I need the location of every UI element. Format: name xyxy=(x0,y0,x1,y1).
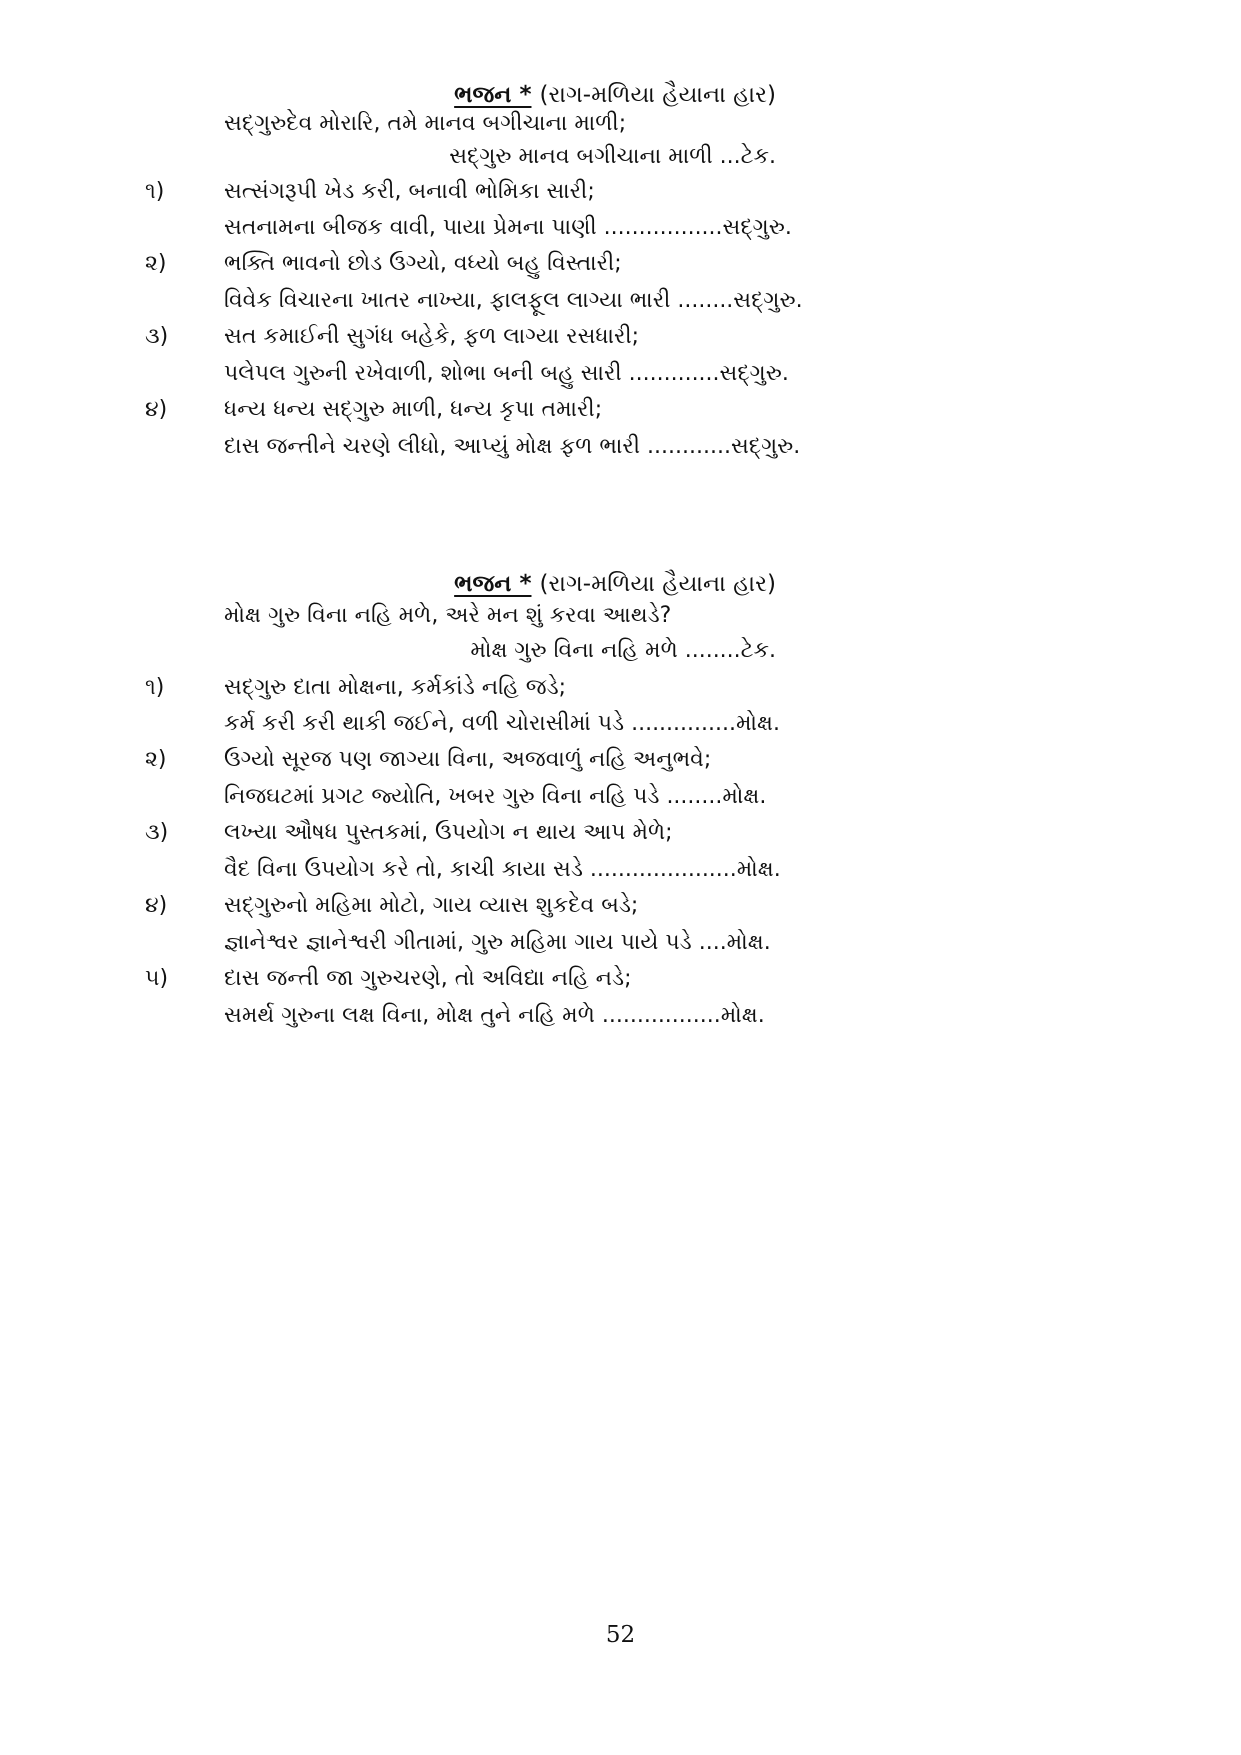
verse-line: ભક્તિ ભાવનો છોડ ઉગ્યો, વધ્યો બહુ વિસ્તારી; xyxy=(224,251,622,276)
bhajan-title: ભજન * xyxy=(454,82,532,108)
bhajan-raga: (રાગ-મળિયા હૈયાના હાર) xyxy=(539,82,776,108)
bhajan-heading xyxy=(454,78,776,112)
verse-number: ૩) xyxy=(145,324,169,349)
verse-number: ૪) xyxy=(145,397,168,422)
opening-line: મોક્ષ ગુરુ વિના નહિ મળે, અરે મન શું કરવા આથડે? xyxy=(224,603,672,628)
verse-line: ઉગ્યો સૂરજ પણ જાગ્યા વિના, અજવાળું નહિ અનુભવે; xyxy=(224,747,712,772)
verse-line: લખ્યા ઔષધ પુસ્તકમાં, ઉપયોગ ન થાય આપ મેળે; xyxy=(224,820,673,845)
verse-line: સત કમાઈની સુગંધ બહેકે, ફળ લાગ્યા રસધારી; xyxy=(224,324,640,349)
verse-line: સતનામના બીજક વાવી, પાયા પ્રેમના પાણી .................સદ્‌ગુરુ. xyxy=(224,215,792,240)
verse-line: ધન્ય ધન્ય સદ્‌ગુરુ માળી, ધન્ય કૃપા તમારી; xyxy=(224,397,603,422)
verse-number: ૫) xyxy=(145,966,169,991)
verse-line: સમર્થ ગુરુના લક્ષ વિના, મોક્ષ તુને નહિ મળે .................મોક્ષ. xyxy=(224,1003,765,1028)
verse-line: વૈદ વિના ઉપયોગ કરે તો, કાચી કાયા સડે .....................મોક્ષ. xyxy=(224,857,781,882)
bhajan-title: ભજન * xyxy=(454,571,532,597)
verse-line: જ્ઞાનેશ્વર જ્ઞાનેશ્વરી ગીતામાં, ગુરુ મહિમા ગાય પાયે પડે ....મોક્ષ. xyxy=(224,930,771,955)
verse-line: સદ્‌ગુરુનો મહિમા મોટો, ગાય વ્યાસ શુકદેવ બડે; xyxy=(224,893,639,918)
verse-line: વિવેક વિચારના ખાતર નાખ્યા, ફાલફૂલ લાગ્યા ભારી ........સદ્‌ગુરુ. xyxy=(224,288,803,313)
verse-line: પલેપલ ગુરુની રખેવાળી, શોભા બની બહુ સારી .............સદ્‌ગુરુ. xyxy=(224,361,789,386)
verse-line: સદ્‌ગુરુ દાતા મોક્ષના, કર્મકાંડે નહિ જડે; xyxy=(224,675,567,700)
verse-number: ૩) xyxy=(145,820,169,845)
page-number: 52 xyxy=(605,1622,636,1648)
refrain-line: મોક્ષ ગુરુ વિના નહિ મળે ........ટેક. xyxy=(470,638,776,663)
verse-line: નિજઘટમાં પ્રગટ જ્યોતિ, ખબર ગુરુ વિના નહિ પડે ........મોક્ષ. xyxy=(224,784,767,809)
verse-line: સત્સંગરૂપી ખેડ કરી, બનાવી ભોમિકા સારી; xyxy=(224,179,595,204)
verse-line: દાસ જન્તીને ચરણે લીધો, આપ્યું મોક્ષ ફળ ભારી ............સદ્‌ગુરુ. xyxy=(224,434,801,459)
opening-line: સદ્‌ગુરુદેવ મોરારિ, તમે માનવ બગીચાના માળી; xyxy=(224,111,627,136)
verse-line: કર્મ કરી કરી થાકી જઈને, વળી ચોરાસીમાં પડે ...............મોક્ષ. xyxy=(224,711,780,736)
verse-number: ૧) xyxy=(145,675,165,700)
bhajan-heading xyxy=(454,567,776,601)
verse-number: ૨) xyxy=(145,251,167,276)
verse-line: દાસ જન્તી જા ગુરુચરણે, તો અવિદ્યા નહિ નડે; xyxy=(224,966,632,991)
verse-number: ૧) xyxy=(145,179,165,204)
bhajan-raga: (રાગ-મળિયા હૈયાના હાર) xyxy=(539,571,776,597)
refrain-line: સદ્‌ગુરુ માનવ બગીચાના માળી ...ટેક. xyxy=(449,144,776,169)
verse-number: ૪) xyxy=(145,893,168,918)
verse-number: ૨) xyxy=(145,747,167,772)
